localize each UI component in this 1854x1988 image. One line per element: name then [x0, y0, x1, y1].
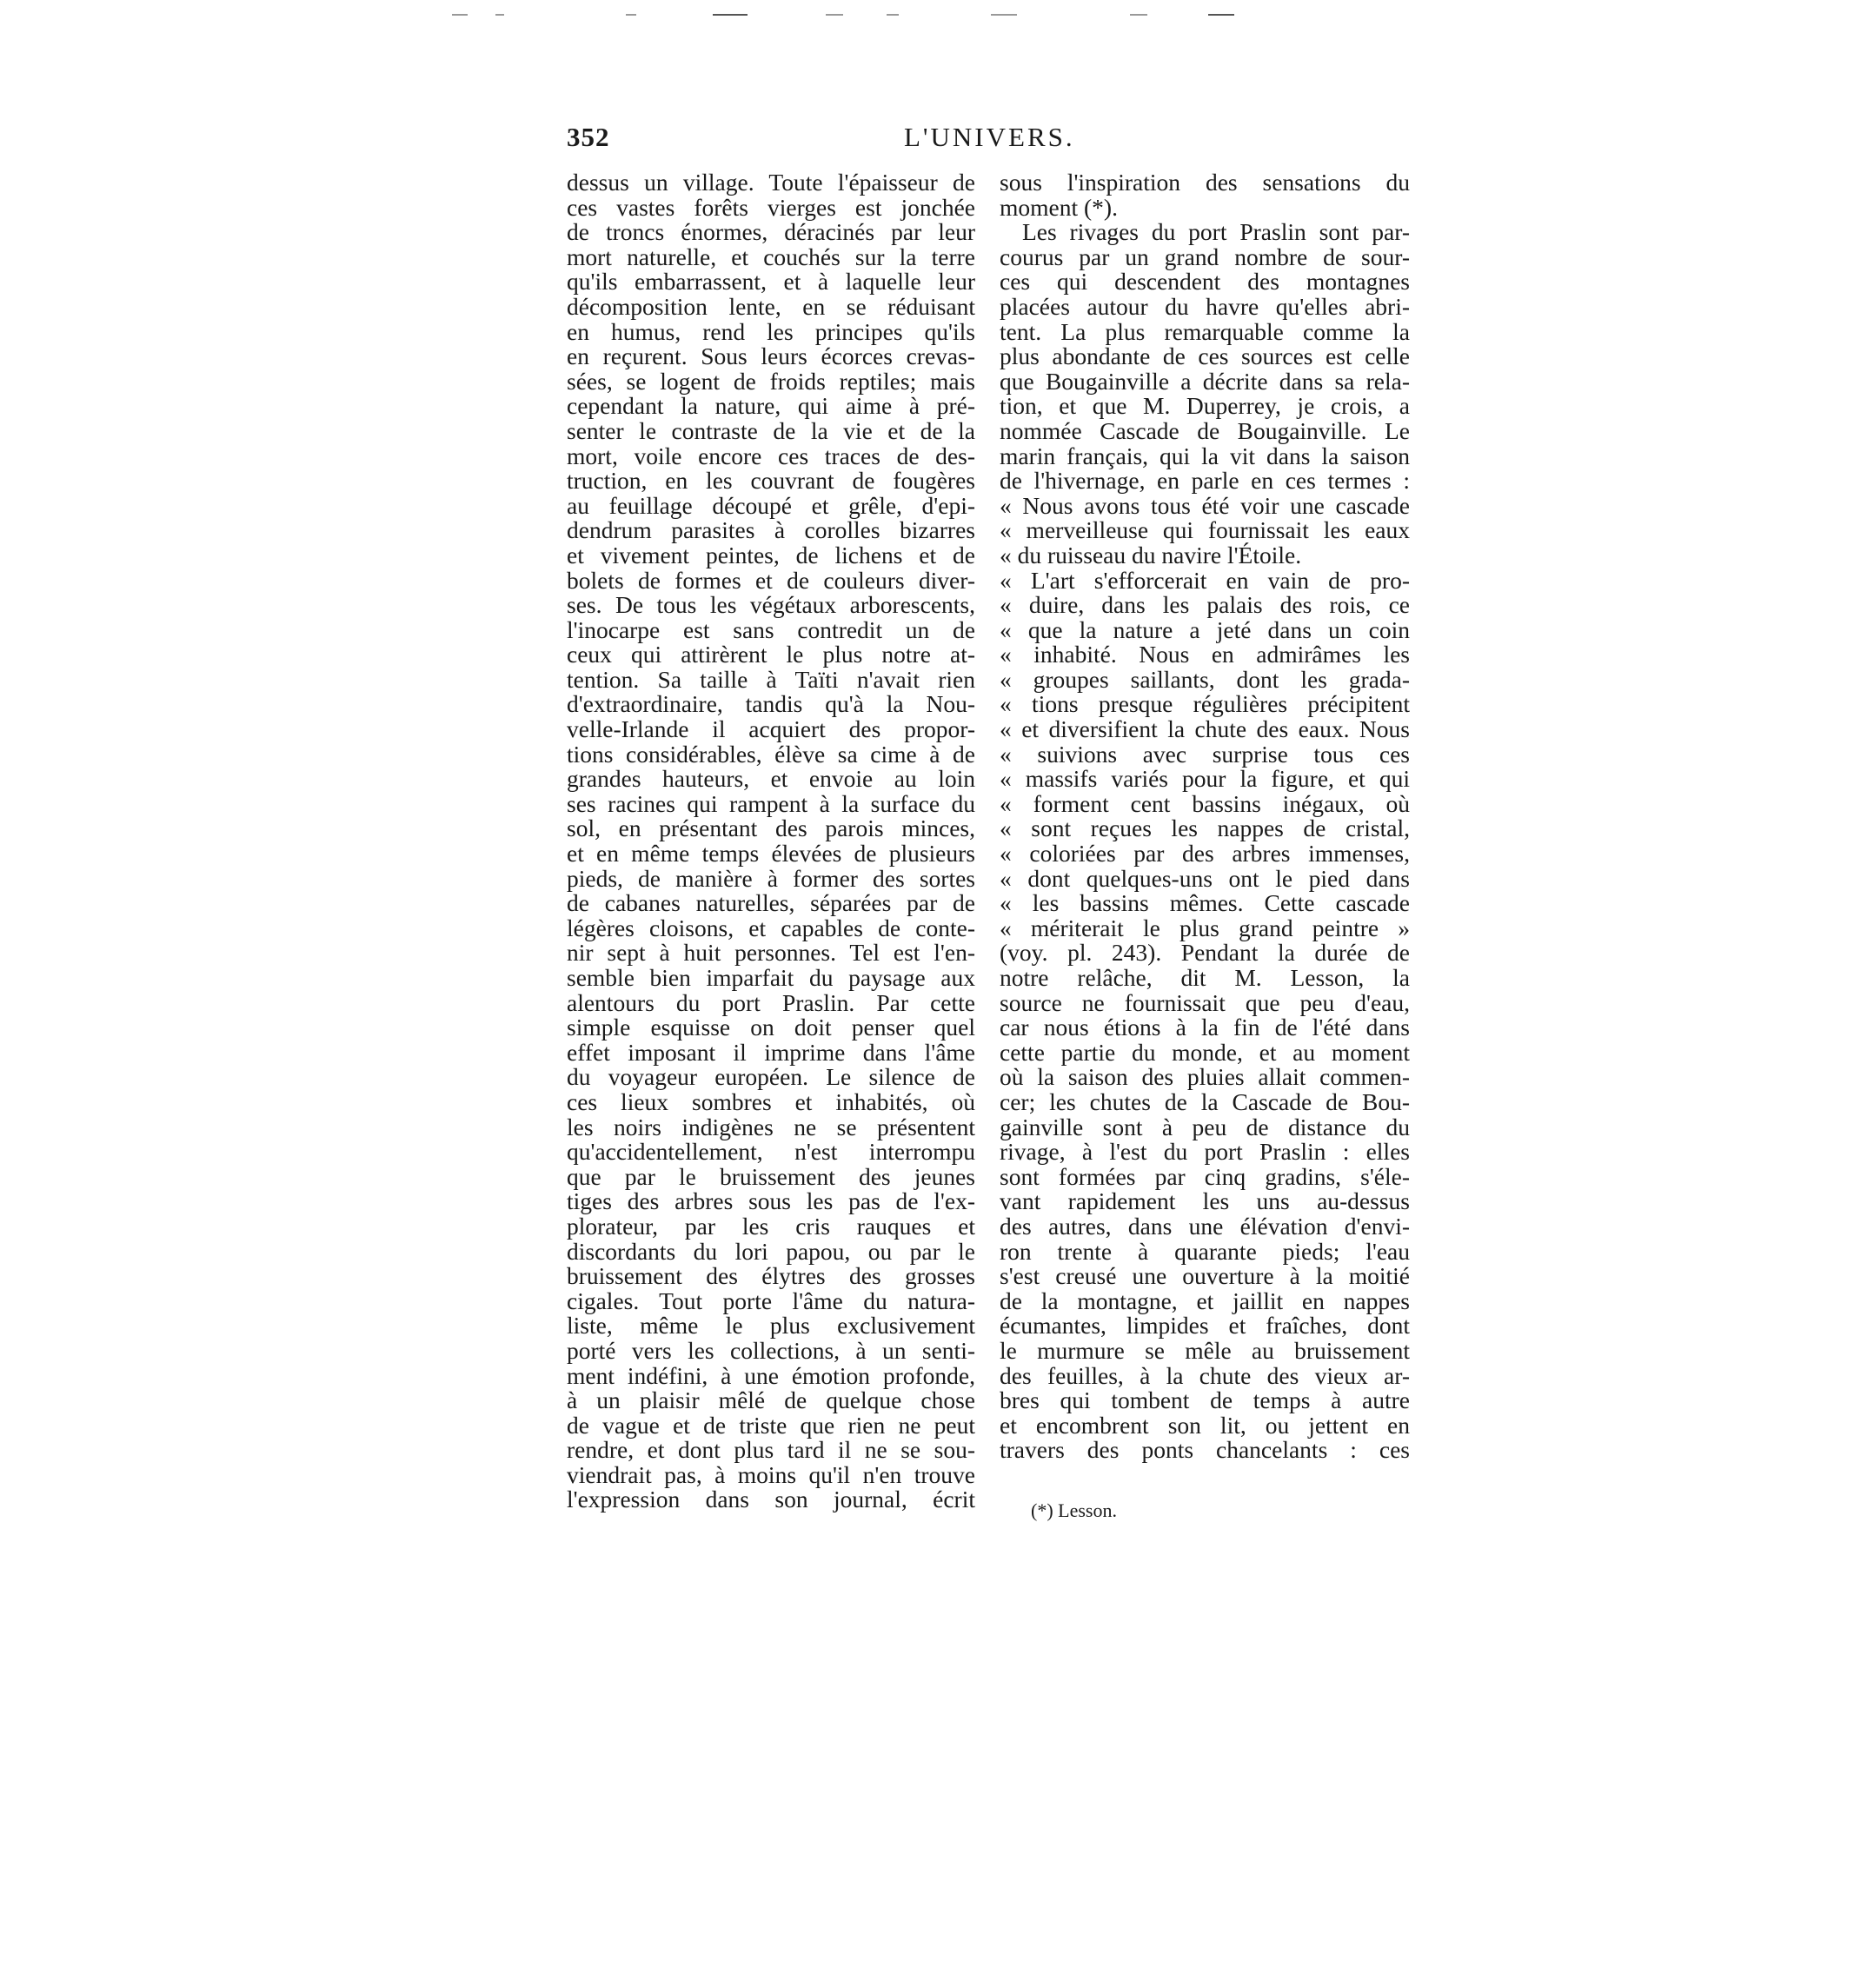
text-line: courus par un grand nombre de sour- [1000, 243, 1410, 270]
scan-artifact-marks [452, 10, 1286, 19]
text-line: et vivement peintes, de lichens et de [567, 541, 975, 568]
text-line: des feuilles, à la chute des vieux ar- [1000, 1361, 1410, 1389]
text-line: « du ruisseau du navire l'Étoile. [1000, 541, 1302, 568]
text-line: viendrait pas, à moins qu'il n'en trouve [567, 1460, 975, 1488]
running-title: L'UNIVERS. [904, 122, 1075, 152]
text-line: « duire, dans les palais des rois, ce [1000, 591, 1410, 619]
text-line: « Nous avons tous été voir une cascade [1000, 491, 1410, 519]
text-line: travers des ponts chancelants : ces [1000, 1436, 1410, 1464]
text-line: en humus, rend les principes qu'ils [567, 317, 975, 345]
text-line: mort, voile encore ces traces de des- [567, 442, 975, 469]
text-line: où la saison des pluies allait commen- [1000, 1063, 1410, 1091]
text-line: pieds, de manière à former des sortes [567, 864, 975, 892]
text-line: « les bassins mêmes. Cette cascade [1000, 889, 1410, 917]
left-text-column [567, 170, 975, 1513]
text-line: que Bougainville a décrite dans sa rela- [1000, 367, 1410, 395]
text-line: plorateur, par les cris rauques et [567, 1212, 975, 1240]
text-line: truction, en les couvrant de fougères [567, 467, 975, 495]
text-line: sous l'inspiration des sensations du [1000, 169, 1410, 196]
text-line: « groupes saillants, dont les grada- [1000, 665, 1410, 693]
text-line: « dont quelques-uns ont le pied dans [1000, 864, 1410, 892]
text-line: (voy. pl. 243). Pendant la durée de [1000, 939, 1410, 967]
right-text-column [1000, 170, 1410, 1463]
text-line: dessus un village. Toute l'épaisseur de [567, 169, 975, 196]
text-line: « et diversifient la chute des eaux. Nous [1000, 715, 1410, 743]
text-line: liste, même le plus exclusivement [567, 1312, 975, 1340]
text-line: effet imposant il imprime dans l'âme [567, 1038, 975, 1066]
text-line: les noirs indigènes ne se présentent [567, 1113, 975, 1140]
text-line: ses. De tous les végétaux arborescents, [567, 591, 975, 619]
text-line: en reçurent. Sous leurs écorces crevas- [567, 342, 975, 370]
text-line: l'expression dans son journal, écrit [567, 1486, 975, 1513]
text-line: écumantes, limpides et fraîches, dont [1000, 1312, 1410, 1340]
text-line: ces qui descendent des montagnes [1000, 268, 1410, 296]
text-line: cigales. Tout porte l'âme du natura- [567, 1287, 975, 1314]
text-line: l'inocarpe est sans contredit un de [567, 615, 975, 643]
text-line: de cabanes naturelles, séparées par de [567, 889, 975, 917]
text-line: et en même temps élevées de plusieurs [567, 840, 975, 868]
text-line: « suivions avec surprise tous ces [1000, 740, 1410, 768]
text-line: bolets de formes et de couleurs diver- [567, 566, 975, 594]
text-line: sont formées par cinq gradins, s'éle- [1000, 1162, 1410, 1190]
text-line: ceux qui attirèrent le plus notre at- [567, 641, 975, 668]
text-line: légères cloisons, et capables de conte- [567, 914, 975, 941]
text-line: moment (*). [1000, 193, 1118, 221]
text-line: ron trente à quarante pieds; l'eau [1000, 1237, 1410, 1265]
text-line: semble bien imparfait du paysage aux [567, 964, 975, 991]
text-line: tiges des arbres sous les pas de l'ex- [567, 1187, 975, 1215]
text-line: « coloriées par des arbres immenses, [1000, 840, 1410, 868]
text-line: sées, se logent de froids reptiles; mais [567, 367, 975, 395]
text-line: cependant la nature, qui aime à pré- [567, 392, 975, 420]
text-line: de l'hivernage, en parle en ces termes : [1000, 467, 1410, 495]
text-line: le murmure se mêle au bruissement [1000, 1336, 1410, 1364]
text-line: de la montagne, et jaillit en nappes [1000, 1287, 1410, 1314]
text-line: simple esquisse on doit penser quel [567, 1014, 975, 1041]
text-line: « L'art s'efforcerait en vain de pro- [1000, 566, 1410, 594]
text-line: des autres, dans une élévation d'envi- [1000, 1212, 1410, 1240]
text-line: « inhabité. Nous en admirâmes les [1000, 641, 1410, 668]
text-line: marin français, qui la vit dans la saison [1000, 442, 1410, 469]
text-line: car nous étions à la fin de l'été dans [1000, 1014, 1410, 1041]
text-line: plus abondante de ces sources est celle [1000, 342, 1410, 370]
text-line: source ne fournissait que peu d'eau, [1000, 988, 1410, 1016]
text-line: ces vastes forêts vierges est jonchée [567, 193, 975, 221]
text-line: bruissement des élytres des grosses [567, 1262, 975, 1290]
text-line: senter le contraste de la vie et de la [567, 416, 975, 444]
text-line: Les rivages du port Praslin sont par- [1022, 218, 1410, 246]
text-line: nommée Cascade de Bougainville. Le [1000, 416, 1410, 444]
text-line: « forment cent bassins inégaux, où [1000, 789, 1410, 817]
text-line: que par le bruissement des jeunes [567, 1162, 975, 1190]
text-line: dendrum parasites à corolles bizarres [567, 516, 975, 544]
text-line: rivage, à l'est du port Praslin : elles [1000, 1138, 1410, 1166]
text-line: qu'accidentellement, n'est interrompu [567, 1138, 975, 1166]
text-line: cer; les chutes de la Cascade de Bou- [1000, 1087, 1410, 1115]
text-line: cette partie du monde, et au moment [1000, 1038, 1410, 1066]
text-line: « mériterait le plus grand peintre » [1000, 914, 1410, 941]
text-line: de vague et de triste que rien ne peut [567, 1411, 975, 1439]
text-line: rendre, et dont plus tard il ne se sou- [567, 1436, 975, 1464]
text-line: velle-Irlande il acquiert des propor- [567, 715, 975, 743]
text-line: alentours du port Praslin. Par cette [567, 988, 975, 1016]
text-line: vant rapidement les uns au-dessus [1000, 1187, 1410, 1215]
text-line: nir sept à huit personnes. Tel est l'en- [567, 939, 975, 967]
text-line: mort naturelle, et couchés sur la terre [567, 243, 975, 270]
text-line: bres qui tombent de temps à autre [1000, 1386, 1410, 1414]
text-line: « merveilleuse qui fournissait les eaux [1000, 516, 1410, 544]
text-line: ses racines qui rampent à la surface du [567, 789, 975, 817]
text-line: tions considérables, élève sa cime à de [567, 740, 975, 768]
text-line: « sont reçues les nappes de cristal, [1000, 814, 1410, 842]
text-line: discordants du lori papou, ou par le [567, 1237, 975, 1265]
footnote: (*) Lesson. [1031, 1499, 1117, 1521]
text-line: sol, en présentant des parois minces, [567, 814, 975, 842]
text-line: « tions presque régulières précipitent [1000, 690, 1410, 718]
text-line: au feuillage découpé et grêle, d'epi- [567, 491, 975, 519]
text-line: et encombrent son lit, ou jettent en [1000, 1411, 1410, 1439]
text-line: à un plaisir mêlé de quelque chose [567, 1386, 975, 1414]
text-line: tention. Sa taille à Taïti n'avait rien [567, 665, 975, 693]
text-line: gainville sont à peu de distance du [1000, 1113, 1410, 1140]
text-line: porté vers les collections, à un senti- [567, 1336, 975, 1364]
text-line: ces lieux sombres et inhabités, où [567, 1087, 975, 1115]
text-line: tion, et que M. Duperrey, je crois, a [1000, 392, 1410, 420]
text-line: ment indéfini, à une émotion profonde, [567, 1361, 975, 1389]
text-line: s'est creusé une ouverture à la moitié [1000, 1262, 1410, 1290]
text-line: placées autour du havre qu'elles abri- [1000, 292, 1410, 320]
text-line: du voyageur européen. Le silence de [567, 1063, 975, 1091]
text-line: décomposition lente, en se réduisant [567, 292, 975, 320]
text-line: qu'ils embarrassent, et à laquelle leur [567, 268, 975, 296]
text-line: « que la nature a jeté dans un coin [1000, 615, 1410, 643]
text-line: grandes hauteurs, et envoie au loin [567, 765, 975, 793]
text-line: tent. La plus remarquable comme la [1000, 317, 1410, 345]
text-line: « massifs variés pour la figure, et qui [1000, 765, 1410, 793]
text-line: d'extraordinaire, tandis qu'à la Nou- [567, 690, 975, 718]
page-number: 352 [567, 122, 610, 152]
text-line: de troncs énormes, déracinés par leur [567, 218, 975, 246]
text-line: notre relâche, dit M. Lesson, la [1000, 964, 1410, 991]
